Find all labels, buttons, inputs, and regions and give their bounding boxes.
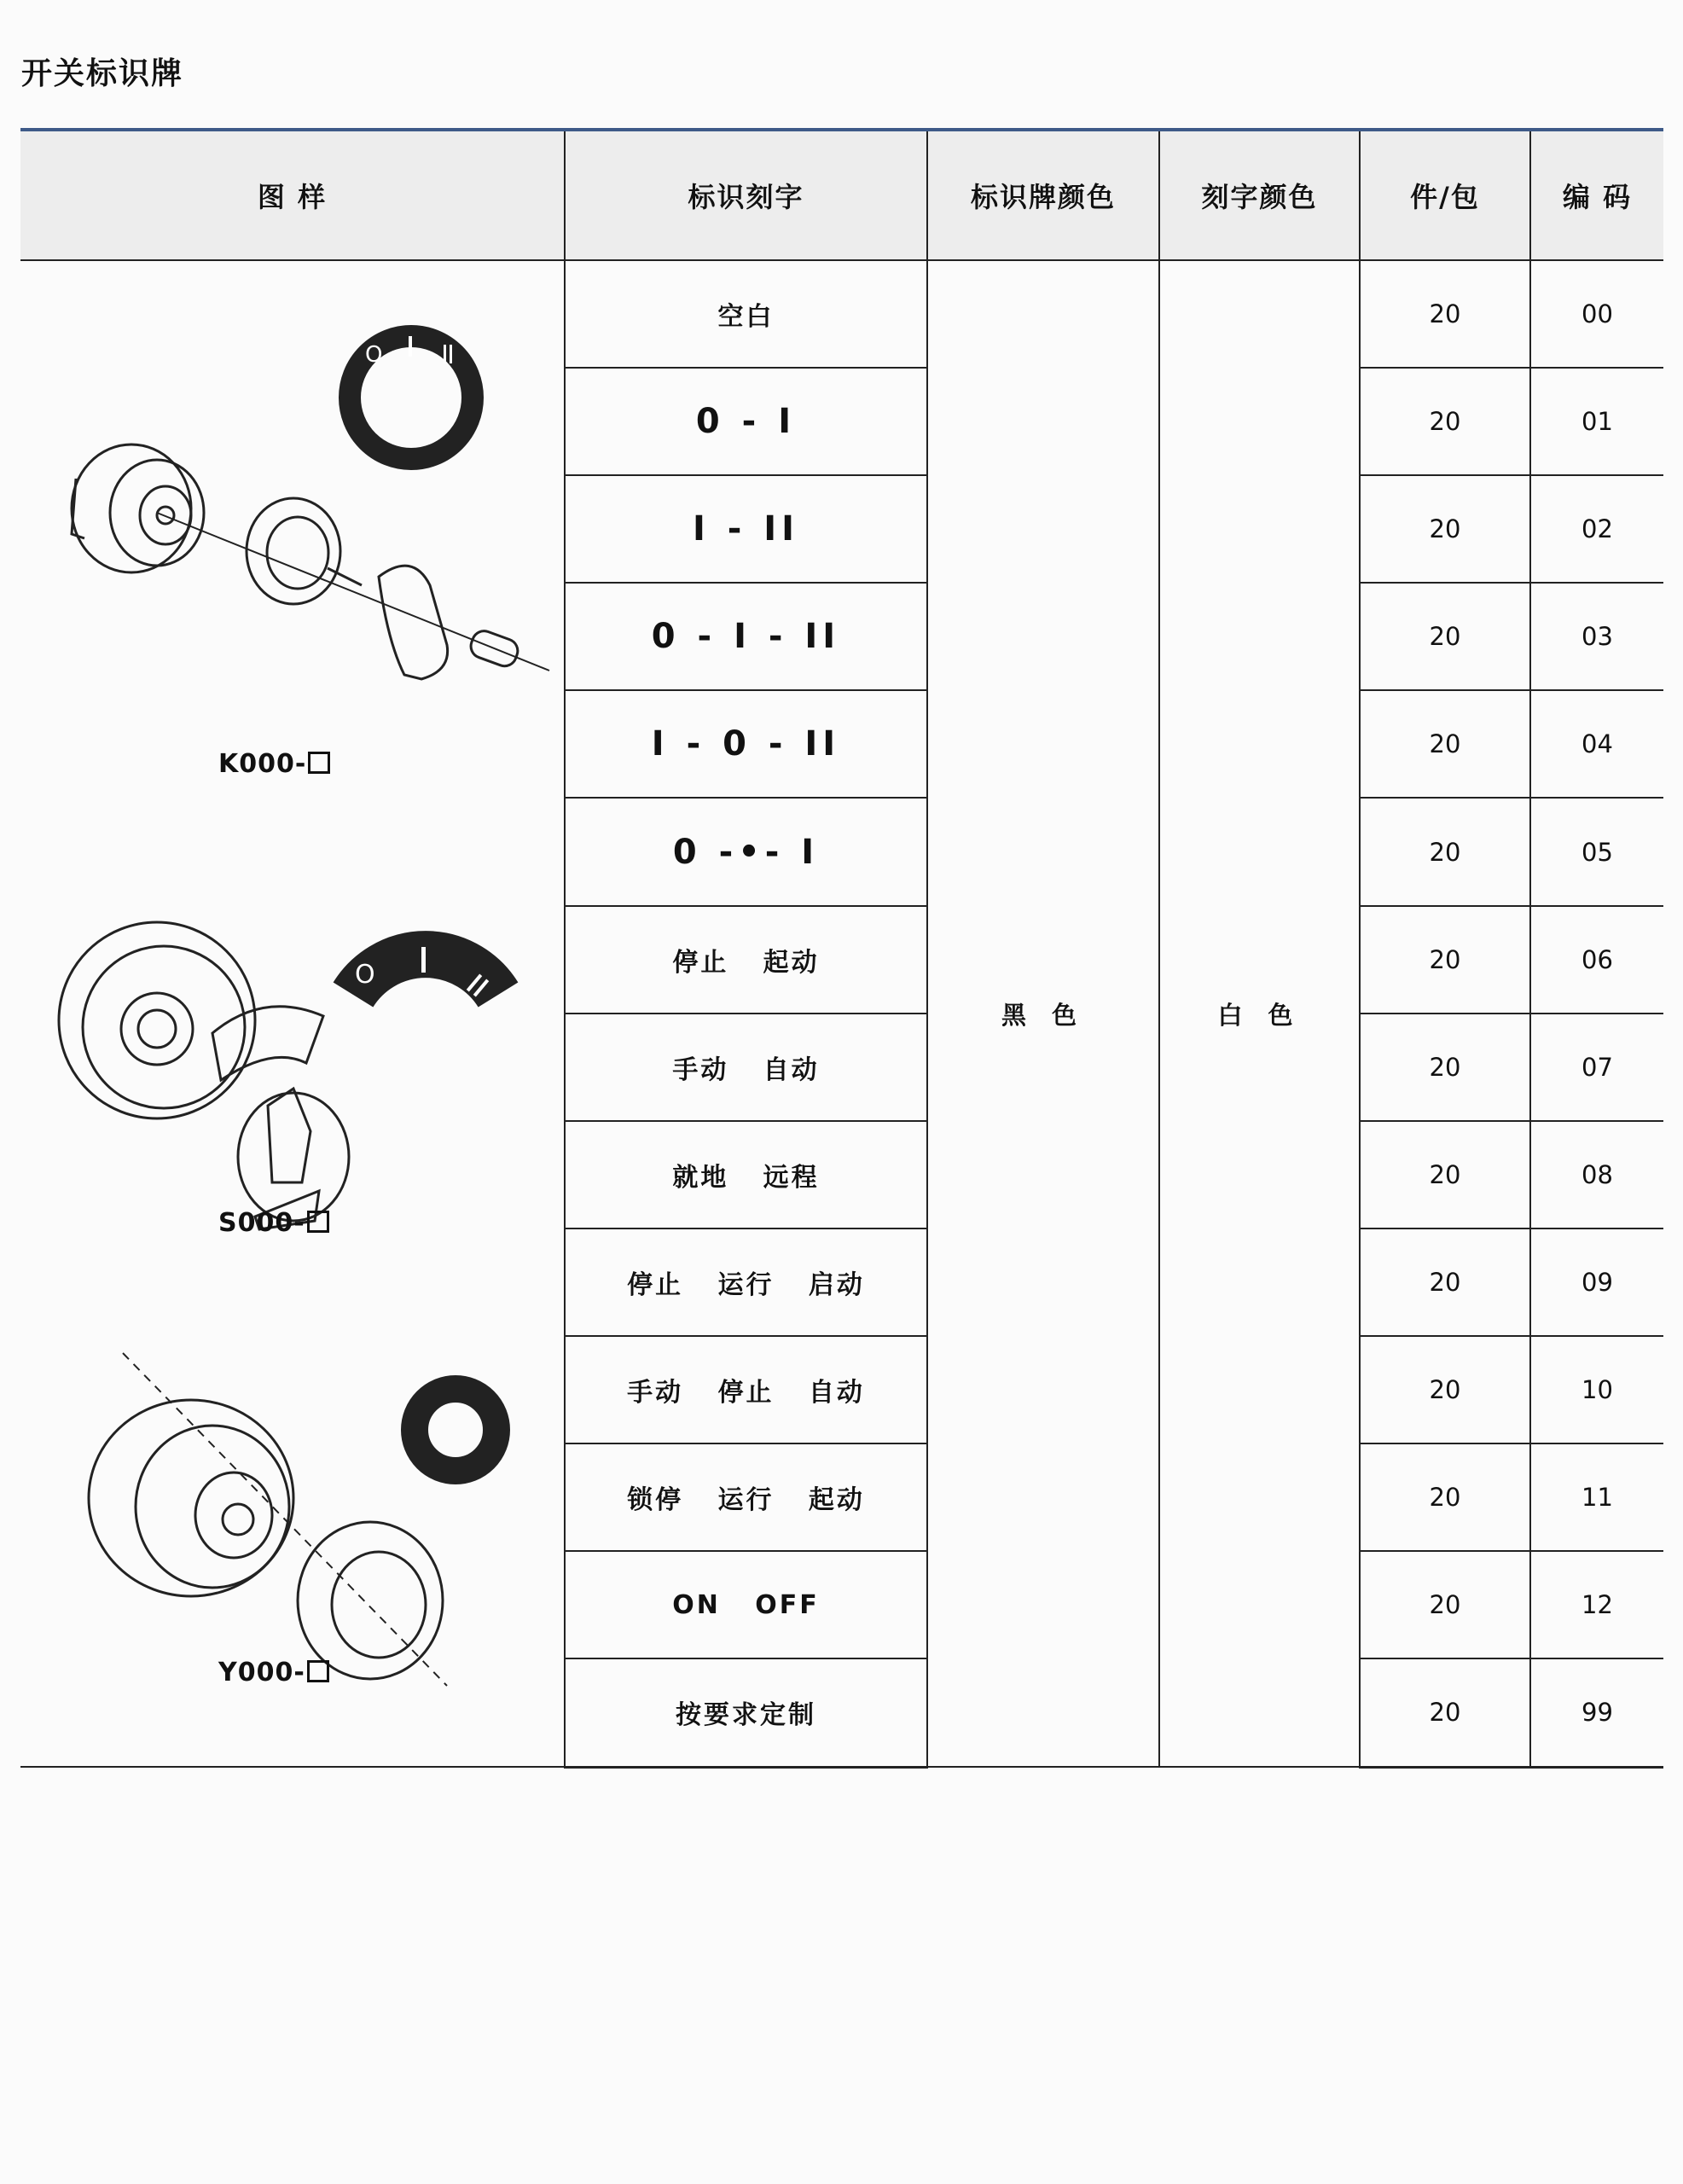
- code-cell: 04: [1530, 690, 1663, 798]
- table-row: [20, 260, 1663, 368]
- figure-cell: [20, 260, 565, 1767]
- k000-label: K000-: [218, 749, 330, 779]
- header-figure: 图 样: [20, 130, 565, 260]
- y000-switch-body-icon: [89, 1353, 447, 1686]
- k000-switch-illustration: [46, 295, 558, 739]
- header-plate-color: 标识牌颜色: [927, 130, 1159, 260]
- engraving-color-cell: 白 色: [1159, 260, 1360, 1767]
- engraving-cell: I - 0 - II: [565, 690, 927, 798]
- header-engraving: 标识刻字: [565, 130, 927, 260]
- per-pack-cell: 20: [1360, 1336, 1530, 1443]
- code-cell: 03: [1530, 583, 1663, 690]
- engraving-cell: 手动 自动: [565, 1014, 927, 1121]
- per-pack-cell: 20: [1360, 583, 1530, 690]
- per-pack-cell: 20: [1360, 906, 1530, 1014]
- header-code: 编 码: [1530, 130, 1663, 260]
- engraving-cell: 停止 起动: [565, 906, 927, 1014]
- code-cell: 12: [1530, 1551, 1663, 1658]
- engraving-cell: 0 - I: [565, 368, 927, 475]
- per-pack-cell: 20: [1360, 1228, 1530, 1336]
- engraving-cell: 0 -•- I: [565, 798, 927, 905]
- header-row: [20, 130, 1663, 260]
- page-title: 开关标识牌: [21, 56, 184, 91]
- code-cell: 00: [1530, 260, 1663, 368]
- per-pack-cell: 20: [1360, 368, 1530, 475]
- y000-plate-icon: [415, 1389, 496, 1471]
- engraving-cell: 0 - I - II: [565, 583, 927, 690]
- per-pack-cell: 20: [1360, 1443, 1530, 1551]
- engraving-cell: 空白: [565, 260, 927, 368]
- per-pack-cell: 20: [1360, 475, 1530, 583]
- engraving-cell: 就地 远程: [565, 1121, 927, 1228]
- engraving-cell: 锁停 运行 起动: [565, 1443, 927, 1551]
- code-cell: 02: [1530, 475, 1663, 583]
- code-cell: 01: [1530, 368, 1663, 475]
- code-cell: 10: [1530, 1336, 1663, 1443]
- code-cell: 07: [1530, 1014, 1663, 1121]
- per-pack-cell: 20: [1360, 1121, 1530, 1228]
- svg-text:O: O: [355, 960, 375, 990]
- svg-text:O: O: [365, 342, 383, 368]
- code-cell: 09: [1530, 1228, 1663, 1336]
- per-pack-cell: 20: [1360, 690, 1530, 798]
- code-cell: 05: [1530, 798, 1663, 905]
- spec-table: [20, 128, 1663, 1769]
- per-pack-cell: 20: [1360, 1551, 1530, 1658]
- per-pack-cell: 20: [1360, 1014, 1530, 1121]
- engraving-cell: 手动 停止 自动: [565, 1336, 927, 1443]
- engraving-cell: 停止 运行 启动: [565, 1228, 927, 1336]
- k000-plate-icon: [350, 336, 473, 459]
- engraving-cell: ON OFF: [565, 1551, 927, 1658]
- y000-label: Y000-: [218, 1658, 329, 1687]
- per-pack-cell: 20: [1360, 798, 1530, 905]
- code-cell: 99: [1530, 1658, 1663, 1767]
- s000-plate-icon: [353, 947, 498, 996]
- header-engraving-color: 刻字颜色: [1159, 130, 1360, 260]
- y000-switch-illustration: [46, 1345, 558, 1703]
- header-per-pack: 件/包: [1360, 130, 1530, 260]
- per-pack-cell: 20: [1360, 1658, 1530, 1767]
- code-cell: 06: [1530, 906, 1663, 1014]
- code-cell: 08: [1530, 1121, 1663, 1228]
- code-cell: 11: [1530, 1443, 1663, 1551]
- s000-label: S000-: [218, 1208, 329, 1238]
- engraving-cell: I - II: [565, 475, 927, 583]
- engraving-cell: 按要求定制: [565, 1658, 927, 1767]
- plate-color-cell: 黑 色: [927, 260, 1159, 1767]
- per-pack-cell: 20: [1360, 260, 1530, 368]
- k000-switch-body-icon: [72, 444, 549, 679]
- s000-switch-body-icon: [59, 922, 349, 1229]
